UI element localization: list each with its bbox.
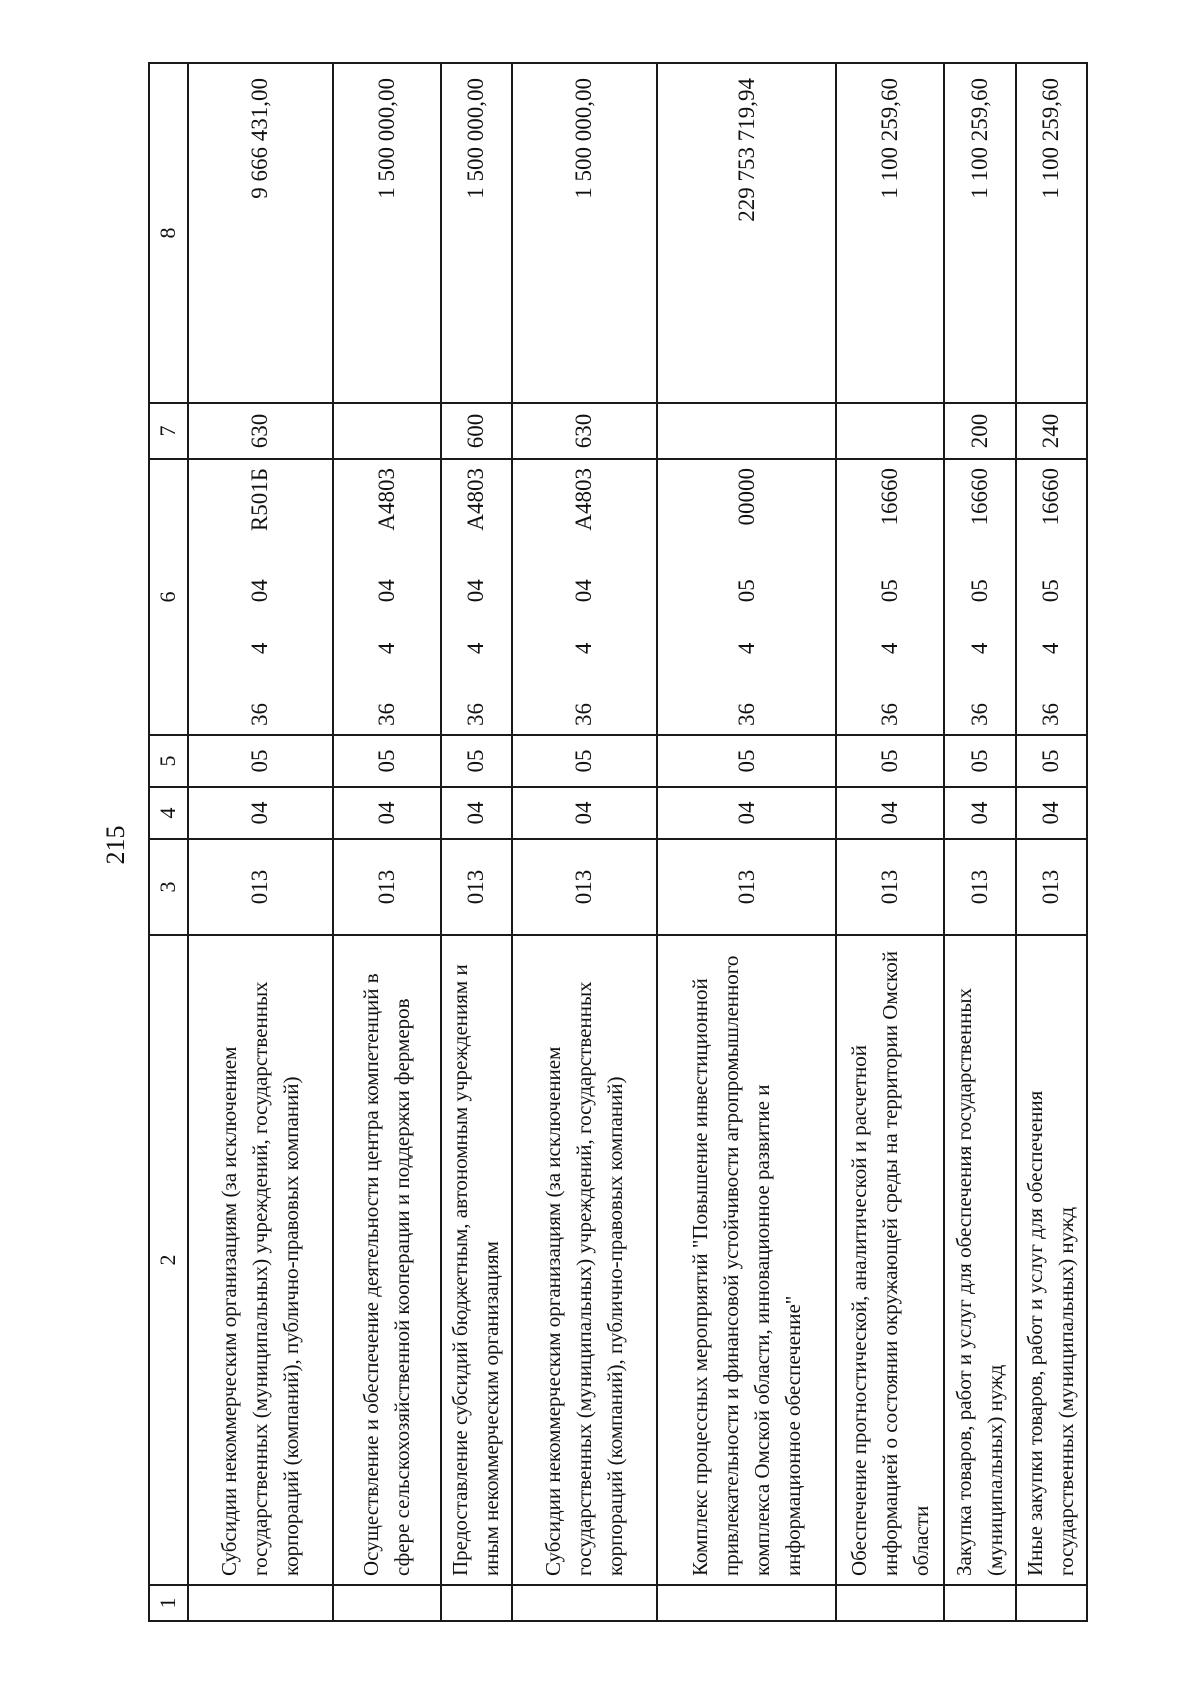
code-direction: А4803 — [571, 468, 597, 531]
row-name-cell: Комплекс процессных мероприятий "Повышение инвестиционной привлекательности и финансовой устойчивости агропромышленного комплекса Омской области, инновационное развитие и информационное обеспечение" — [657, 935, 836, 1585]
code-direction: 16660 — [1038, 468, 1064, 526]
code-direction: А4803 — [463, 468, 489, 531]
subsection-cell: 05 — [333, 735, 441, 787]
code-structure: 04 — [463, 579, 489, 603]
subsection-cell: 05 — [657, 735, 836, 787]
row-index-cell — [188, 1585, 333, 1621]
amount-cell: 1 100 259,60 — [944, 63, 1015, 403]
target-code-cell — [333, 459, 441, 735]
row-index-cell — [441, 1585, 512, 1621]
amount-cell: 1 500 000,00 — [333, 63, 441, 403]
table-row — [441, 63, 512, 1621]
code-structure: 05 — [966, 579, 992, 603]
section-cell: 04 — [1016, 787, 1087, 839]
column-header: 5 — [149, 735, 188, 787]
code-subprogram: 4 — [877, 642, 903, 655]
code-direction: 00000 — [733, 468, 759, 526]
amount-cell: 1 500 000,00 — [441, 63, 512, 403]
table-row — [188, 63, 333, 1621]
admin-code-cell: 013 — [188, 839, 333, 935]
amount-cell: 1 100 259,60 — [836, 63, 944, 403]
column-header: 6 — [149, 459, 188, 735]
column-header: 8 — [149, 63, 188, 403]
code-subprogram: 4 — [373, 642, 399, 655]
code-subprogram: 4 — [966, 642, 992, 655]
code-program: 36 — [966, 703, 992, 726]
section-cell: 04 — [188, 787, 333, 839]
table-row — [512, 63, 657, 1621]
target-code-cell — [836, 459, 944, 735]
code-direction: А4803 — [373, 468, 399, 531]
subsection-cell: 05 — [944, 735, 1015, 787]
target-code-cell — [441, 459, 512, 735]
column-header: 4 — [149, 787, 188, 839]
code-subprogram: 4 — [1038, 642, 1064, 655]
subsection-cell: 05 — [441, 735, 512, 787]
amount-cell: 229 753 719,94 — [657, 63, 836, 403]
code-subprogram: 4 — [463, 642, 489, 655]
code-direction: R501Б — [247, 468, 273, 532]
code-program: 36 — [877, 703, 903, 726]
table-row — [944, 63, 1015, 1621]
code-structure: 05 — [733, 579, 759, 603]
table-body — [149, 63, 1087, 1621]
section-cell: 04 — [657, 787, 836, 839]
section-cell: 04 — [944, 787, 1015, 839]
row-index-cell — [657, 1585, 836, 1621]
row-name-cell: Субсидии некоммерческим организациям (за исключением государственных (муниципальных) учреждений, государственных корпораций (компаний), публично-правовых компаний) — [512, 935, 657, 1585]
row-index-cell — [333, 1585, 441, 1621]
section-cell: 04 — [836, 787, 944, 839]
code-program: 36 — [247, 703, 273, 726]
code-program: 36 — [571, 703, 597, 726]
table-row — [657, 63, 836, 1621]
section-cell: 04 — [333, 787, 441, 839]
admin-code-cell: 013 — [512, 839, 657, 935]
expense-type-cell — [836, 403, 944, 459]
column-header: 2 — [149, 935, 188, 1585]
code-structure: 04 — [373, 579, 399, 603]
admin-code-cell: 013 — [836, 839, 944, 935]
row-index-cell — [512, 1585, 657, 1621]
code-direction: 16660 — [877, 468, 903, 526]
admin-code-cell: 013 — [441, 839, 512, 935]
code-subprogram: 4 — [247, 642, 273, 655]
rotated-table-area — [148, 64, 1088, 1622]
code-program: 36 — [733, 703, 759, 726]
target-code-cell — [944, 459, 1015, 735]
column-header: 1 — [149, 1585, 188, 1621]
row-index-cell — [944, 1585, 1015, 1621]
expense-type-cell — [333, 403, 441, 459]
code-structure: 04 — [247, 579, 273, 603]
target-code-cell — [657, 459, 836, 735]
code-program: 36 — [1038, 703, 1064, 726]
code-program: 36 — [373, 703, 399, 726]
subsection-cell: 05 — [836, 735, 944, 787]
subsection-cell: 05 — [188, 735, 333, 787]
amount-cell: 9 666 431,00 — [188, 63, 333, 403]
amount-cell: 1 500 000,00 — [512, 63, 657, 403]
row-name-cell: Иные закупки товаров, работ и услуг для обеспечения государственных (муниципальных) нужд — [1016, 935, 1087, 1585]
column-header: 7 — [149, 403, 188, 459]
code-direction: 16660 — [966, 468, 992, 526]
column-header: 3 — [149, 839, 188, 935]
code-subprogram: 4 — [733, 642, 759, 655]
admin-code-cell: 013 — [333, 839, 441, 935]
row-name-cell: Обеспечение прогностической, аналитической и расчетной информацией о состоянии окружающей среды на территории Омской области — [836, 935, 944, 1585]
subsection-cell: 05 — [1016, 735, 1087, 787]
row-index-cell — [836, 1585, 944, 1621]
code-program: 36 — [463, 703, 489, 726]
admin-code-cell: 013 — [1016, 839, 1087, 935]
subsection-cell: 05 — [512, 735, 657, 787]
target-code-cell — [188, 459, 333, 735]
row-index-cell — [1016, 1585, 1087, 1621]
code-subprogram: 4 — [571, 642, 597, 655]
expense-type-cell: 630 — [512, 403, 657, 459]
section-cell: 04 — [441, 787, 512, 839]
expense-type-cell: 600 — [441, 403, 512, 459]
row-name-cell: Предоставление субсидий бюджетным, автономным учреждениям и иным некоммерческим организациям — [441, 935, 512, 1585]
target-code-cell — [1016, 459, 1087, 735]
code-structure: 05 — [877, 579, 903, 603]
table-row — [333, 63, 441, 1621]
row-name-cell: Субсидии некоммерческим организациям (за исключением государственных (муниципальных) учреждений, государственных корпораций (компаний), публично-правовых компаний) — [188, 935, 333, 1585]
code-structure: 05 — [1038, 579, 1064, 603]
page-number: 215 — [101, 825, 130, 865]
rotated-content — [148, 64, 1088, 1622]
table-row — [836, 63, 944, 1621]
table-row — [1016, 63, 1087, 1621]
expense-type-cell: 630 — [188, 403, 333, 459]
code-structure: 04 — [571, 579, 597, 603]
target-code-cell — [512, 459, 657, 735]
amount-cell: 1 100 259,60 — [1016, 63, 1087, 403]
admin-code-cell: 013 — [657, 839, 836, 935]
expense-type-cell — [657, 403, 836, 459]
row-name-cell: Осуществление и обеспечение деятельности центра компетенций в сфере сельскохозяйственной кооперации и поддержки фермеров — [333, 935, 441, 1585]
section-cell: 04 — [512, 787, 657, 839]
admin-code-cell: 013 — [944, 839, 1015, 935]
expense-type-cell: 240 — [1016, 403, 1087, 459]
expense-type-cell: 200 — [944, 403, 1015, 459]
header-row — [149, 63, 188, 1621]
row-name-cell: Закупка товаров, работ и услуг для обеспечения государственных (муниципальных) нужд — [944, 935, 1015, 1585]
budget-table — [148, 62, 1088, 1622]
